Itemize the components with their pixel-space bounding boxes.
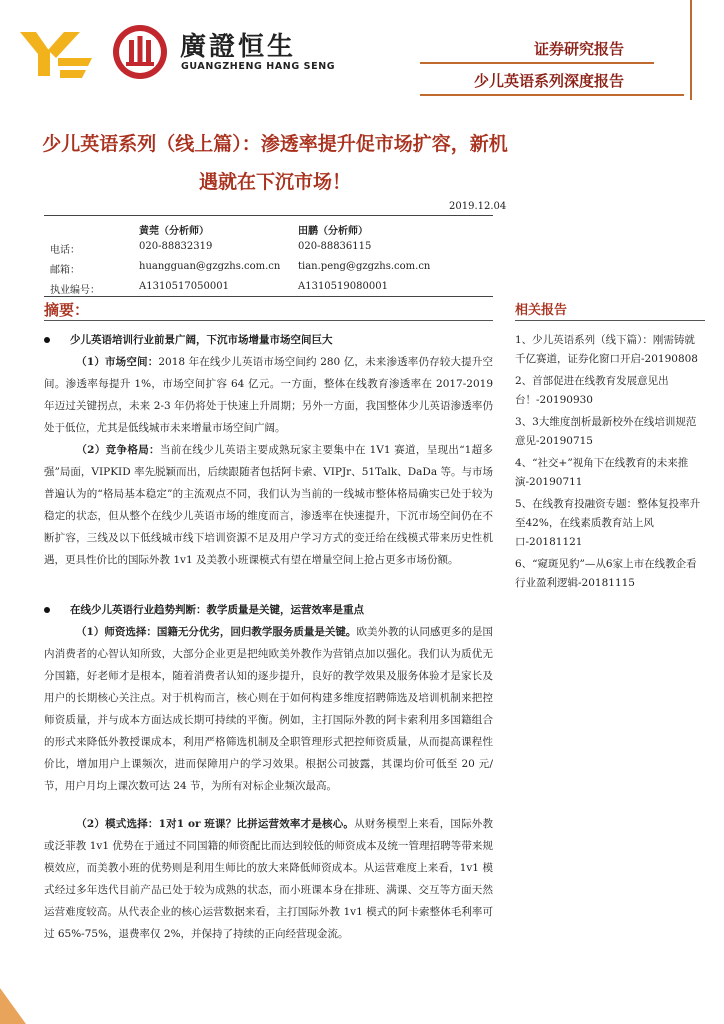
brand-name-en: GUANGZHENG HANG SENG: [181, 61, 336, 72]
report-date: 2019.12.04: [449, 201, 507, 212]
related-report-item[interactable]: 6、“窥斑见豹”—从6家上市在线教企看行业盈利逻辑-20181115: [515, 558, 697, 589]
analyst-table-bottom-rule: [44, 296, 493, 297]
report-title: 少儿英语系列（线上篇）：渗透率提升促市场扩容，新机遇就在下沉市场！: [42, 133, 508, 193]
bullet-heading-2: 在线少儿英语行业趋势判断：教学质量是关键，运营效率是重点: [70, 604, 364, 616]
header-divider: [420, 62, 654, 64]
email-label: 邮箱：: [50, 265, 80, 276]
report-series-label: 少儿英语系列深度报告: [473, 72, 624, 90]
paragraph-market-size: [44, 351, 493, 439]
analyst-table-top-rule: [44, 215, 493, 216]
paragraph-teachers: [44, 621, 493, 797]
gzhs-seal-icon: [112, 24, 168, 80]
header-vertical-rule: [690, 0, 692, 100]
paragraph-model: [44, 813, 493, 945]
abstract-rule: [44, 320, 493, 321]
related-reports-heading: 相关报告: [515, 303, 568, 318]
analyst2-name: 田鹏（分析师）: [298, 226, 368, 237]
brand-name-cn: 廣證恒生: [180, 32, 297, 62]
paragraph-text: 2018 年在线少儿英语市场空间约 280 亿，未来渗透率仍存较大提升空间。渗透率每提升 1%，市场空间扩容 64 亿元。一方面，整体在线教育渗透率在 2017-2019 年迈过关键拐点，未来 2-3 年仍将处于快速上升周期；另外一方面，我国整体少儿英语渗透率仍处于低位，尤其是低线城市未来增量市场空间广阔。: [44, 356, 493, 434]
analyst1-email[interactable]: huangguan@gzgzhs.com.cn: [139, 261, 281, 272]
bullet-icon: [44, 607, 50, 613]
report-type-label: 证券研究报告: [533, 40, 624, 58]
paragraph-lead: （2）模式选择：1对1 or 班课？比拼运营效率才是核心。: [76, 818, 355, 830]
paragraph-competition: [44, 439, 493, 571]
related-reports-list: [515, 331, 705, 596]
analyst2-license: A1310519080001: [298, 281, 388, 292]
ye-logo-icon: [20, 28, 92, 80]
related-report-item[interactable]: 2、首部促进在线教育发展意见出台！-20190930: [515, 375, 669, 406]
paragraph-lead: （1）师资选择：国籍无分优劣，回归教学服务质量是关键。: [76, 626, 357, 638]
bullet-heading-1: 少儿英语培训行业前景广阔，下沉市场增量市场空间巨大: [70, 334, 333, 346]
analyst2-email[interactable]: tian.peng@gzgzhs.com.cn: [298, 261, 431, 272]
header-divider: [420, 94, 684, 96]
analyst2-phone: 020-88836115: [298, 241, 372, 252]
related-report-item[interactable]: 3、3大维度剖析最新校外在线培训规范意见-20190715: [515, 416, 697, 447]
related-report-item[interactable]: 4、“社交+”视角下在线教育的未来推演-20190711: [515, 457, 689, 488]
license-label: 执业编号：: [50, 285, 100, 296]
paragraph-lead: （2）竞争格局：: [76, 444, 160, 456]
analyst1-name: 黄莞（分析师）: [139, 226, 209, 237]
bullet-icon: [44, 337, 50, 343]
paragraph-lead: （1）市场空间：: [76, 356, 159, 368]
analyst1-license: A1310517050001: [139, 281, 229, 292]
paragraph-text: 欧美外教的认同感更多的是国内消费者的心智认知所致，大部分企业更是把纯欧美外教作为营销点加以强化。我们认为质优无分国籍，好老师才是根本，随着消费者认知的逐步提升，良好的教学效果及服务体验才是家长及用户的长期核心关注点。对于机构而言，核心则在于如何构建多维度招聘筛选及培训机制来把控师资质量，并与成本方面达成长期可持续的平衡。例如，主打国际外教的阿卡索利用多国籍组合的形式来降低外教授课成本，利用严格筛选机制及全职管理形式把控师资质量，从而提高课程性价比，增加用户上课频次，进而保障用户的学习效果。根据公司披露，其课均价可低至 20 元/节，用户月均上课次数可达 24 节，为所有对标企业频次最高。: [44, 626, 493, 792]
related-report-item[interactable]: 1、少儿英语系列（线下篇）：刚需铸就千亿赛道，证券化窗口开启-20190808: [515, 334, 698, 365]
paragraph-text: 当前在线少儿英语主要成熟玩家主要集中在 1V1 赛道，呈现出“1超多强”局面，VIPKID 率先脱颖而出，后续跟随者包括阿卡索、VIPJr、51Talk、DaDa 等。与市场普遍认为的“格局基本稳定”的主流观点不同，我们认为当前的一线城市整体格局确实已处于较为稳定的状态，但从整个在线少儿英语市场的维度而言，渗透率在快速提升，下沉市场空间仍在不断扩容，三线及以下低线城市线下培训资源不足及用户学习方式的变迁给在线模式带来历史性机遇，更具性价比的国际外教 1v1 及美教小班课模式有望在增量空间上抢占更多市场份额。: [44, 444, 493, 566]
analyst1-phone: 020-88832319: [139, 241, 213, 252]
related-reports-rule: [515, 320, 705, 321]
phone-label: 电话：: [50, 245, 80, 256]
paragraph-text: 从财务模型上来看，国际外教或泛菲教 1v1 优势在于通过不同国籍的师资配比而达到较低的师资成本及统一管理招聘等带来规模效应，而美教小班的优势则是利用生师比的放大来降低师资成本。从运营难度上来看，1v1 模式经过多年迭代目前产品已处于较为成熟的状态，而小班课本身在排班、满课、交互等方面天然运营难度较高。从代表企业的核心运营数据来看，主打国际外教 1v1 模式的阿卡索整体毛利率可过 65%-75%，退费率仅 2%，并保持了持续的正向经营现金流。: [44, 818, 494, 940]
related-report-item[interactable]: 5、在线教育投融资专题：整体复投率升至42%，在线素质教育站上风口-20181121: [515, 498, 701, 548]
abstract-heading: 摘要：: [44, 301, 90, 319]
page-corner-decoration: [0, 988, 26, 1024]
